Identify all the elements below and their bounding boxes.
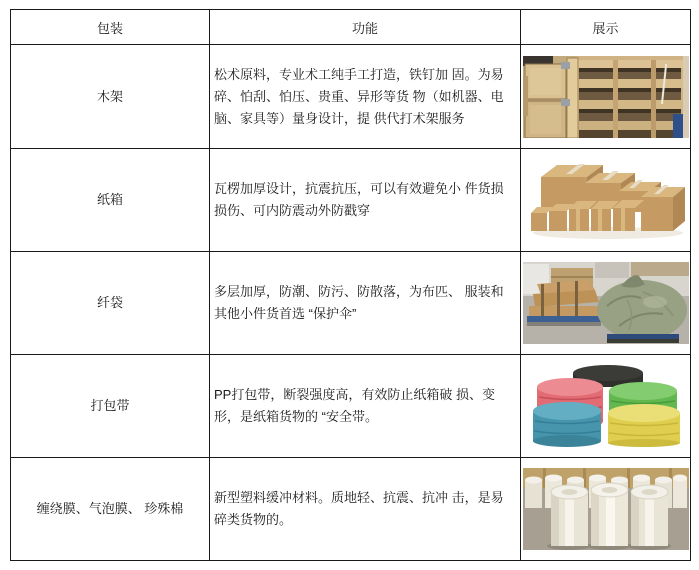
header-row <box>11 10 691 45</box>
cardboard-boxes-photo <box>523 159 689 241</box>
photo-cell <box>521 149 691 252</box>
stretch-film-rolls-photo <box>523 468 689 550</box>
col-header-packaging: 包装 <box>11 10 210 45</box>
photo-cell <box>521 458 691 561</box>
packaging-name-cell: 缠绕膜、气泡膜、 珍殊棉 <box>11 458 210 561</box>
row-films <box>11 458 691 561</box>
function-desc-cell: 瓦楞加厚设计，抗震抗压，可以有效避免小 件货损损伤、可内防震动外防戳穿 <box>210 149 521 252</box>
packaging-name-cell: 木架 <box>11 45 210 149</box>
function-desc-cell: 松术原料，专业术工纯手工打造，铁钉加 固。为易碎、怕刮、怕压、贵重、异形等货 物（如机器、电脑、家具等）量身设计，提 供代打术架服务 <box>210 45 521 149</box>
row-carton <box>11 149 691 252</box>
packaging-table <box>10 9 691 561</box>
row-strapping <box>11 355 691 458</box>
row-wooden-frame <box>11 45 691 149</box>
photo-cell <box>521 45 691 149</box>
strapping-rolls-photo <box>523 365 689 447</box>
packaging-name-cell: 纤袋 <box>11 252 210 355</box>
packaging-name-cell: 纸箱 <box>11 149 210 252</box>
photo-cell <box>521 355 691 458</box>
packaging-name-cell: 打包带 <box>11 355 210 458</box>
function-desc-cell: 新型塑料缓冲材料。质地轻、抗震、抗冲 击，是易碎类货物的。 <box>210 458 521 561</box>
photo-cell <box>521 252 691 355</box>
wooden-crates-photo <box>523 56 689 138</box>
col-header-function: 功能 <box>210 10 521 45</box>
function-desc-cell: PP打包带，断裂强度高，有效防止纸箱破 损、变形，是纸箱货物的 “安全带。 <box>210 355 521 458</box>
row-fiber-bag <box>11 252 691 355</box>
function-desc-cell: 多层加厚，防潮、防污、防散落，为布匹、 服装和其他小件货首选 “保护伞” <box>210 252 521 355</box>
col-header-display: 展示 <box>521 10 691 45</box>
fiber-bag-photo <box>523 262 689 344</box>
